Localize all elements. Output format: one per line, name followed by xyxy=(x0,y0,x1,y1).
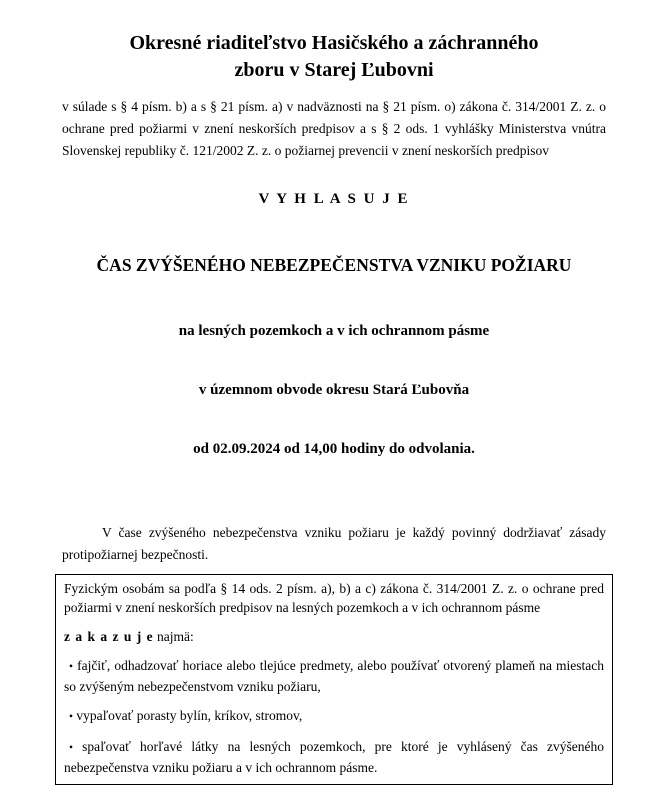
fire-danger-period-heading: ČAS ZVÝŠENÉHO NEBEZPEČENSTVA VZNIKU POŽIARU xyxy=(96,255,572,275)
title-line-2: zboru v Starej Ľubovni xyxy=(234,59,434,81)
forest-lands-subheading: na lesných pozemkoch a v ich ochrannom pásme xyxy=(178,323,490,339)
bullet-icon: • xyxy=(69,742,74,754)
declares-heading: V Y H L A S U J E xyxy=(258,191,410,207)
prohibition-item-text: spaľovať horľavé látky na lesných pozemkoch, pre ktoré je vyhlásený čas zvýšeného nebezpečenstva vzniku požiaru a v ich ochrannom pásme. xyxy=(64,739,605,775)
prohibitions-intro-paragraph: Fyzickým osobám sa podľa § 14 ods. 2 písm. a), b) a c) zákona č. 314/2001 Z. z. o ochrane pred požiarmi v znení neskorších predpisov na lesných pozemkoch a v ich ochrannom pásme xyxy=(64,581,604,615)
bullet-icon: • xyxy=(69,711,74,723)
document-title xyxy=(62,30,606,84)
prohibits-verb: z a k a z u j e xyxy=(64,629,154,644)
district-subheading: v územnom obvode okresu Stará Ľubovňa xyxy=(198,382,470,398)
prohibition-item xyxy=(64,656,604,696)
prohibition-item xyxy=(64,737,604,777)
prohibition-item xyxy=(64,706,604,727)
prohibition-item-text: vypaľovať porasty bylín, kríkov, stromov, xyxy=(76,708,303,723)
obligation-paragraph: V čase zvýšeného nebezpečenstva vzniku požiaru je každý povinný dodržiavať zásady protipožiarnej bezpečnosti. xyxy=(62,525,606,562)
prohibitions-box xyxy=(55,574,613,785)
prohibition-item-text: fajčiť, odhadzovať horiace alebo tlejúce predmety, alebo používať otvorený plameň na miestach so zvýšeným nebezpečenstvom vzniku požiaru, xyxy=(64,658,605,694)
bullet-icon: • xyxy=(69,661,74,673)
legal-basis-paragraph: v súlade s § 4 písm. b) a s § 21 písm. a) v nadväznosti na § 21 písm. o) zákona č. 314/2001 Z. z. o ochrane pred požiarmi v znení neskorších predpisov a s § 2 ods. 1 vyhlášky Ministerstva vnútra Slovenskej republiky č. 121/2002 Z. z. o požiarnej prevencii v znení neskorších predpisov xyxy=(62,99,606,158)
title-line-1: Okresné riaditeľstvo Hasičského a záchranného xyxy=(129,32,539,54)
prohibits-rest: najmä: xyxy=(153,629,194,644)
prohibits-line xyxy=(64,627,604,646)
effective-date-heading: od 02.09.2024 od 14,00 hodiny do odvolania. xyxy=(193,441,475,457)
